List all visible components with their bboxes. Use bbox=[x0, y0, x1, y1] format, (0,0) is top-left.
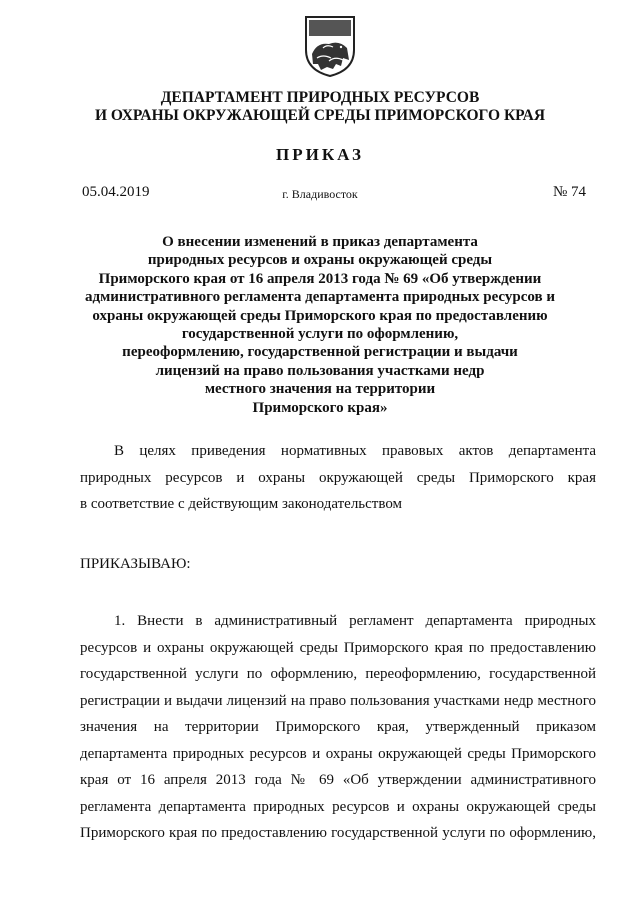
document-type: ПРИКАЗ bbox=[276, 145, 364, 164]
title-line: местного значения на территории bbox=[204, 381, 436, 398]
item1-line: регламента департамента природных ресурсов и охраны окружающей среды bbox=[80, 798, 596, 815]
item1-line: ресурсов и охраны окружающей среды Приморского края по предоставлению bbox=[80, 639, 596, 656]
item1-line: края от 16 апреля 2013 года № 69 «Об утверждении административного bbox=[80, 772, 596, 788]
order-date: 05.04.2019 bbox=[82, 184, 150, 200]
order-word: ПРИКАЗЫВАЮ: bbox=[80, 556, 191, 572]
preamble-line: в соответствие с действующим законодательством bbox=[80, 496, 403, 512]
department-name-line2: И ОХРАНЫ ОКРУЖАЮЩЕЙ СРЕДЫ ПРИМОРСКОГО КРАЯ bbox=[94, 107, 546, 124]
order-title bbox=[60, 233, 580, 417]
item1-line: значения на территории Приморского края, утвержденный приказом bbox=[80, 719, 596, 735]
preamble-line: В целях приведения нормативных правовых актов департамента bbox=[114, 443, 596, 459]
order-number: № 74 bbox=[552, 184, 586, 200]
title-line: Приморского края от 16 апреля 2013 года № 69 «Об утверждении bbox=[98, 270, 542, 287]
title-line: переоформлению, государственной регистрации и выдачи bbox=[122, 344, 518, 361]
preamble-paragraph bbox=[80, 438, 596, 518]
item1-line: государственной услуги по оформлению, переоформлению, государственной bbox=[80, 666, 596, 682]
coat-of-arms-icon bbox=[303, 14, 357, 78]
title-line: Приморского края» bbox=[252, 399, 388, 416]
title-line: административного регламента департамента природных ресурсов и bbox=[84, 289, 556, 306]
department-name-line1: ДЕПАРТАМЕНТ ПРИРОДНЫХ РЕСУРСОВ bbox=[160, 89, 480, 106]
title-line: государственной услуги по оформлению, bbox=[181, 326, 459, 343]
title-line: охраны окружающей среды Приморского края по предоставлению bbox=[92, 307, 548, 324]
item1-paragraph bbox=[80, 608, 596, 847]
item1-line: 1. Внести в административный регламент департамента природных bbox=[114, 613, 596, 629]
item1-line: Приморского края по предоставлению государственной услуги по оформлению, bbox=[80, 825, 596, 841]
item1-line: регистрации и выдачи лицензий на право пользования участками недр местного bbox=[80, 692, 596, 709]
item1-line: департамента природных ресурсов и охраны окружающей среды Приморского bbox=[80, 745, 596, 762]
preamble-line: природных ресурсов и охраны окружающей среды Приморского края bbox=[80, 469, 596, 486]
title-line: природных ресурсов и охраны окружающей среды bbox=[147, 252, 493, 269]
title-line: лицензий на право пользования участками недр bbox=[155, 362, 485, 379]
title-line: О внесении изменений в приказ департамента bbox=[162, 234, 478, 250]
order-city: г. Владивосток bbox=[282, 187, 358, 201]
